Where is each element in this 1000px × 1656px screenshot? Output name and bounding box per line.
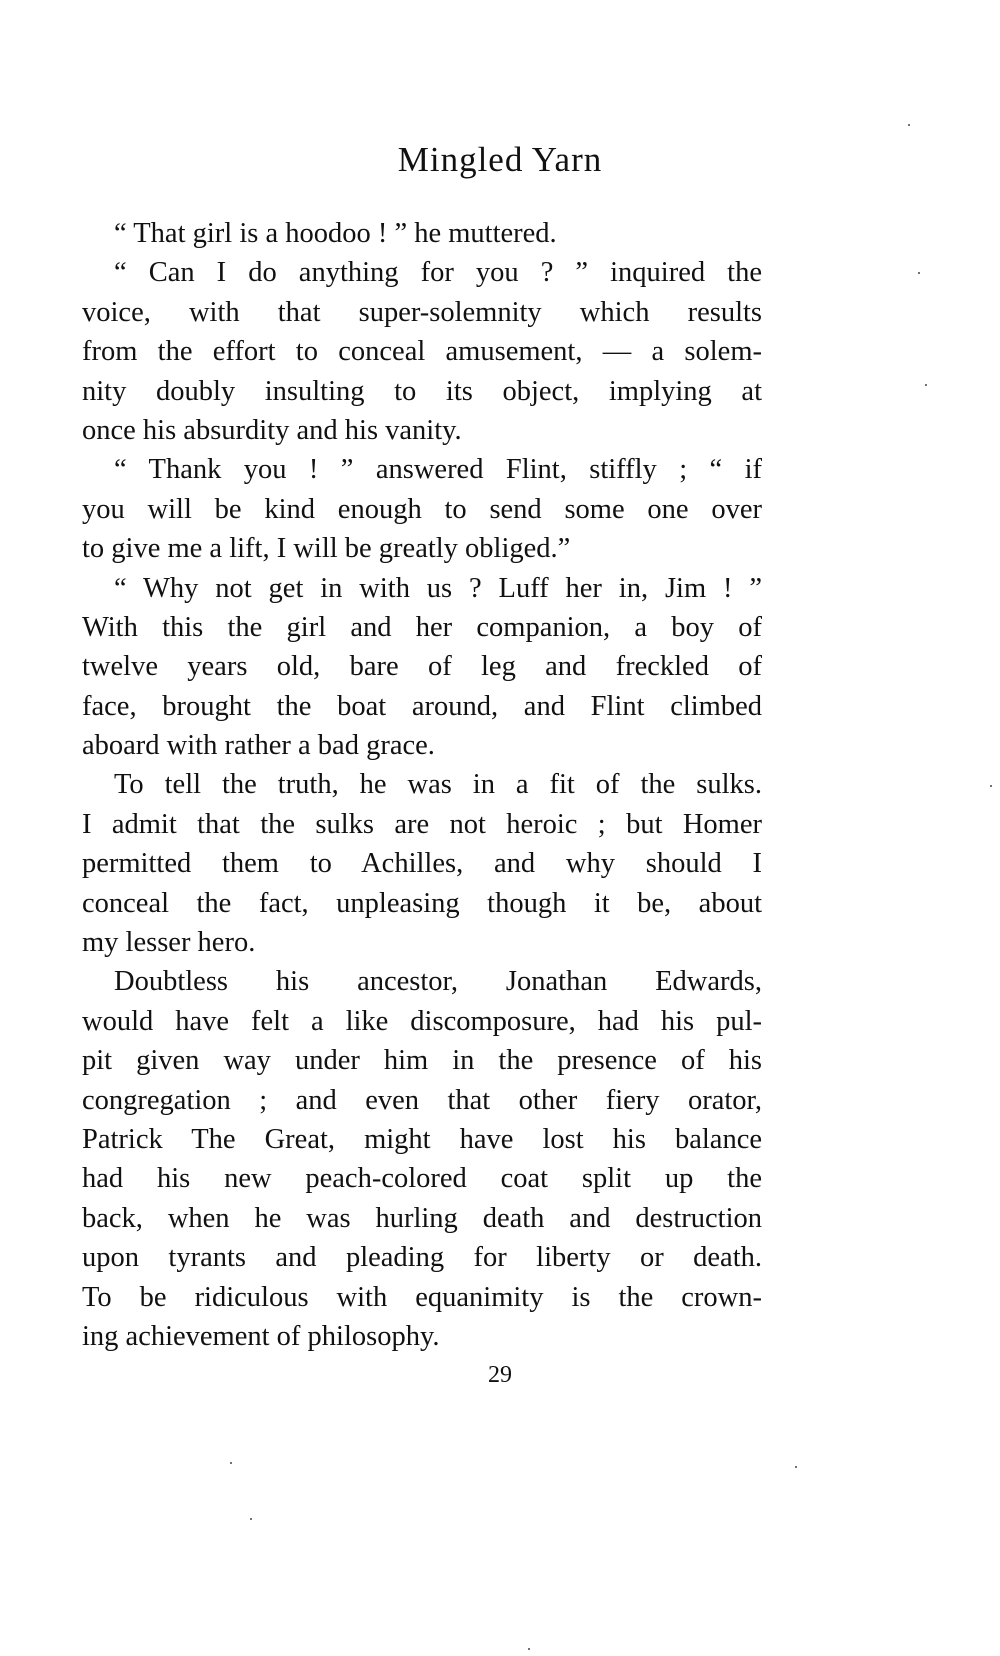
text-line: my lesser hero. — [82, 927, 256, 959]
scan-speck — [925, 384, 927, 386]
text-line: had his new peach-colored coat split up the — [82, 1163, 762, 1195]
text-line: Doubtless his ancestor, Jonathan Edwards, — [114, 966, 762, 998]
text-line: twelve years old, bare of leg and freckled of — [82, 651, 762, 683]
text-line: aboard with rather a bad grace. — [82, 730, 435, 762]
text-line: ing achievement of philosophy. — [82, 1320, 440, 1352]
scan-speck — [250, 1518, 252, 1520]
text-line: face, brought the boat around, and Flint climbed — [82, 690, 762, 722]
text-line: Patrick The Great, might have lost his balance — [82, 1123, 762, 1155]
scan-speck — [908, 124, 910, 126]
text-line: back, when he was hurling death and destruction — [82, 1202, 762, 1234]
text-line: nity doubly insulting to its object, implying at — [82, 375, 762, 407]
text-line: To be ridiculous with equanimity is the crown- — [82, 1281, 762, 1313]
text-line: to give me a lift, I will be greatly obliged.” — [82, 533, 571, 565]
text-line: once his absurdity and his vanity. — [82, 414, 462, 446]
text-line: “ Can I do anything for you ? ” inquired the — [114, 257, 762, 289]
text-line: from the effort to conceal amusement, — a solem- — [82, 336, 762, 368]
scan-speck — [528, 1648, 530, 1650]
text-line: would have felt a like discomposure, had his pul- — [82, 1005, 762, 1037]
text-line: “ Why not get in with us ? Luff her in, Jim ! ” — [114, 572, 762, 604]
text-line: upon tyrants and pleading for liberty or death. — [82, 1242, 762, 1274]
text-line: permitted them to Achilles, and why should I — [82, 848, 762, 880]
text-line: pit given way under him in the presence of his — [82, 1045, 762, 1077]
running-head-title: Mingled Yarn — [397, 140, 603, 179]
text-line: To tell the truth, he was in a fit of the sulks. — [114, 769, 762, 801]
text-line: congregation ; and even that other fiery orator, — [82, 1084, 762, 1116]
text-line: voice, with that super-solemnity which results — [82, 296, 762, 328]
text-line: With this the girl and her companion, a boy of — [82, 611, 762, 643]
page-number: 29 — [488, 1362, 512, 1388]
text-line: “ That girl is a hoodoo ! ” he muttered. — [114, 218, 557, 249]
text-line: conceal the fact, unpleasing though it be, about — [82, 887, 762, 919]
text-line: you will be kind enough to send some one over — [82, 493, 762, 525]
scan-speck — [795, 1466, 797, 1468]
scan-speck — [918, 272, 920, 274]
text-line: I admit that the sulks are not heroic ; but Homer — [82, 808, 762, 840]
body-text — [82, 214, 762, 1356]
scan-speck — [230, 1462, 232, 1464]
text-line: “ Thank you ! ” answered Flint, stiffly ; “ if — [114, 454, 762, 486]
scan-speck — [990, 785, 992, 787]
